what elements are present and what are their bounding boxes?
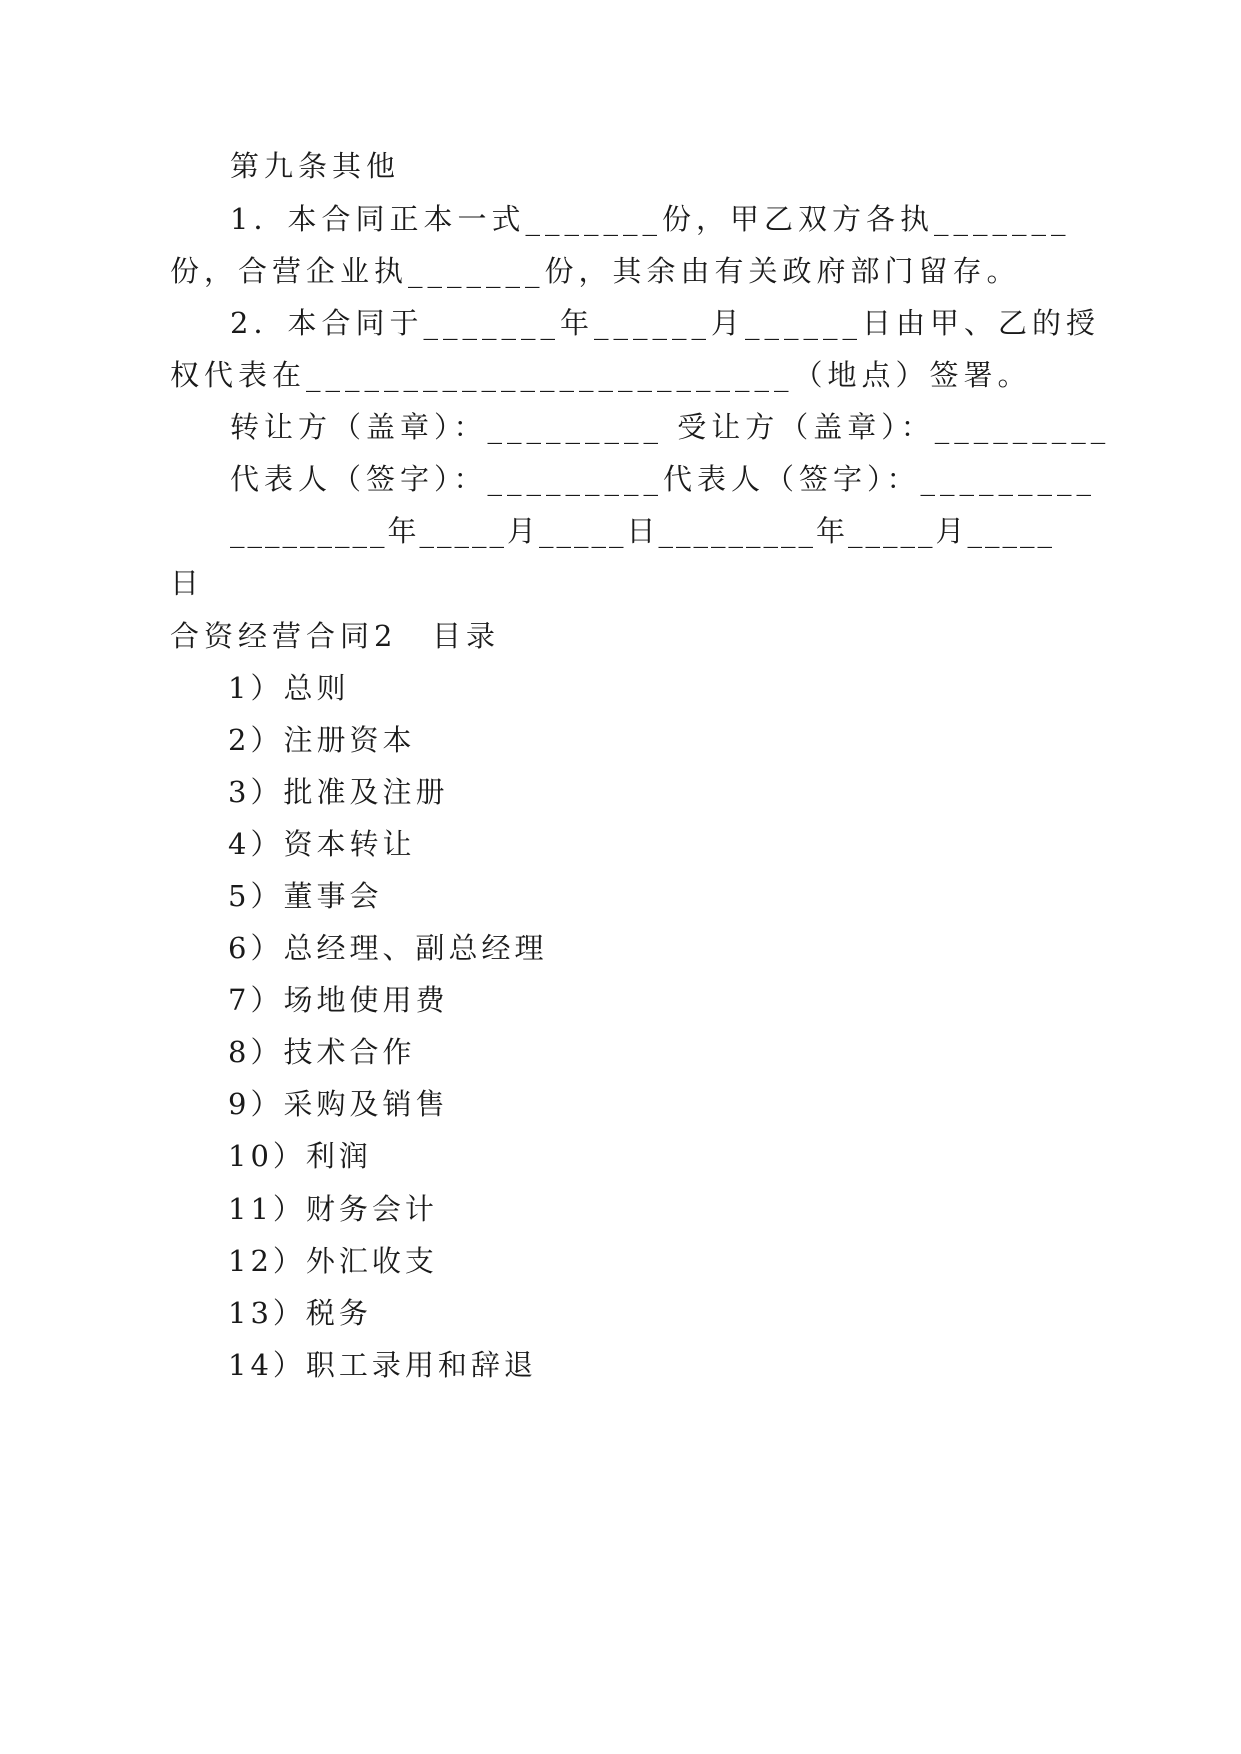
toc-item: 14）职工录用和辞退 (228, 1348, 537, 1382)
toc-item: 1）总则 (228, 671, 350, 705)
toc-item: 11）财务会计 (228, 1192, 438, 1226)
toc-item: 3）批准及注册 (228, 775, 449, 809)
toc-label: 目录 (432, 619, 501, 653)
toc-item: 2）注册资本 (228, 723, 416, 757)
toc-item: 8）技术合作 (228, 1035, 416, 1069)
toc-item: 5）董事会 (228, 879, 383, 913)
contract-2-title: 合资经营合同2 (170, 619, 398, 653)
signature-date-line-1: _________年_____月_____日_________年_____月_____ (230, 514, 1056, 548)
toc-item: 12）外汇收支 (228, 1244, 438, 1278)
toc-item: 13）税务 (228, 1296, 372, 1330)
clause-1-line-1: 1．本合同正本一式_______份，甲乙双方各执_______ (230, 202, 1071, 236)
article-heading: 第九条其他 (230, 149, 401, 183)
clause-2-line-2: 权代表在_________________________（地点）签署。 (170, 358, 1032, 392)
clause-2-line-1: 2．本合同于_______年______月______日由甲、乙的授 (230, 306, 1100, 340)
toc-item: 6）总经理、副总经理 (228, 931, 548, 965)
toc-item: 10）利润 (228, 1139, 372, 1173)
signature-representative-line: 代表人（签字）：_________代表人（签字）：_________ (230, 462, 1097, 496)
toc-item: 4）资本转让 (228, 827, 416, 861)
toc-item: 9）采购及销售 (228, 1087, 449, 1121)
clause-1-line-2: 份，合营企业执_______份，其余由有关政府部门留存。 (170, 254, 1021, 288)
signature-date-line-2: 日 (170, 566, 205, 600)
toc-item: 7）场地使用费 (228, 983, 449, 1017)
signature-party-line: 转让方（盖章）：_________ 受让方（盖章）：_________ (230, 410, 1111, 444)
